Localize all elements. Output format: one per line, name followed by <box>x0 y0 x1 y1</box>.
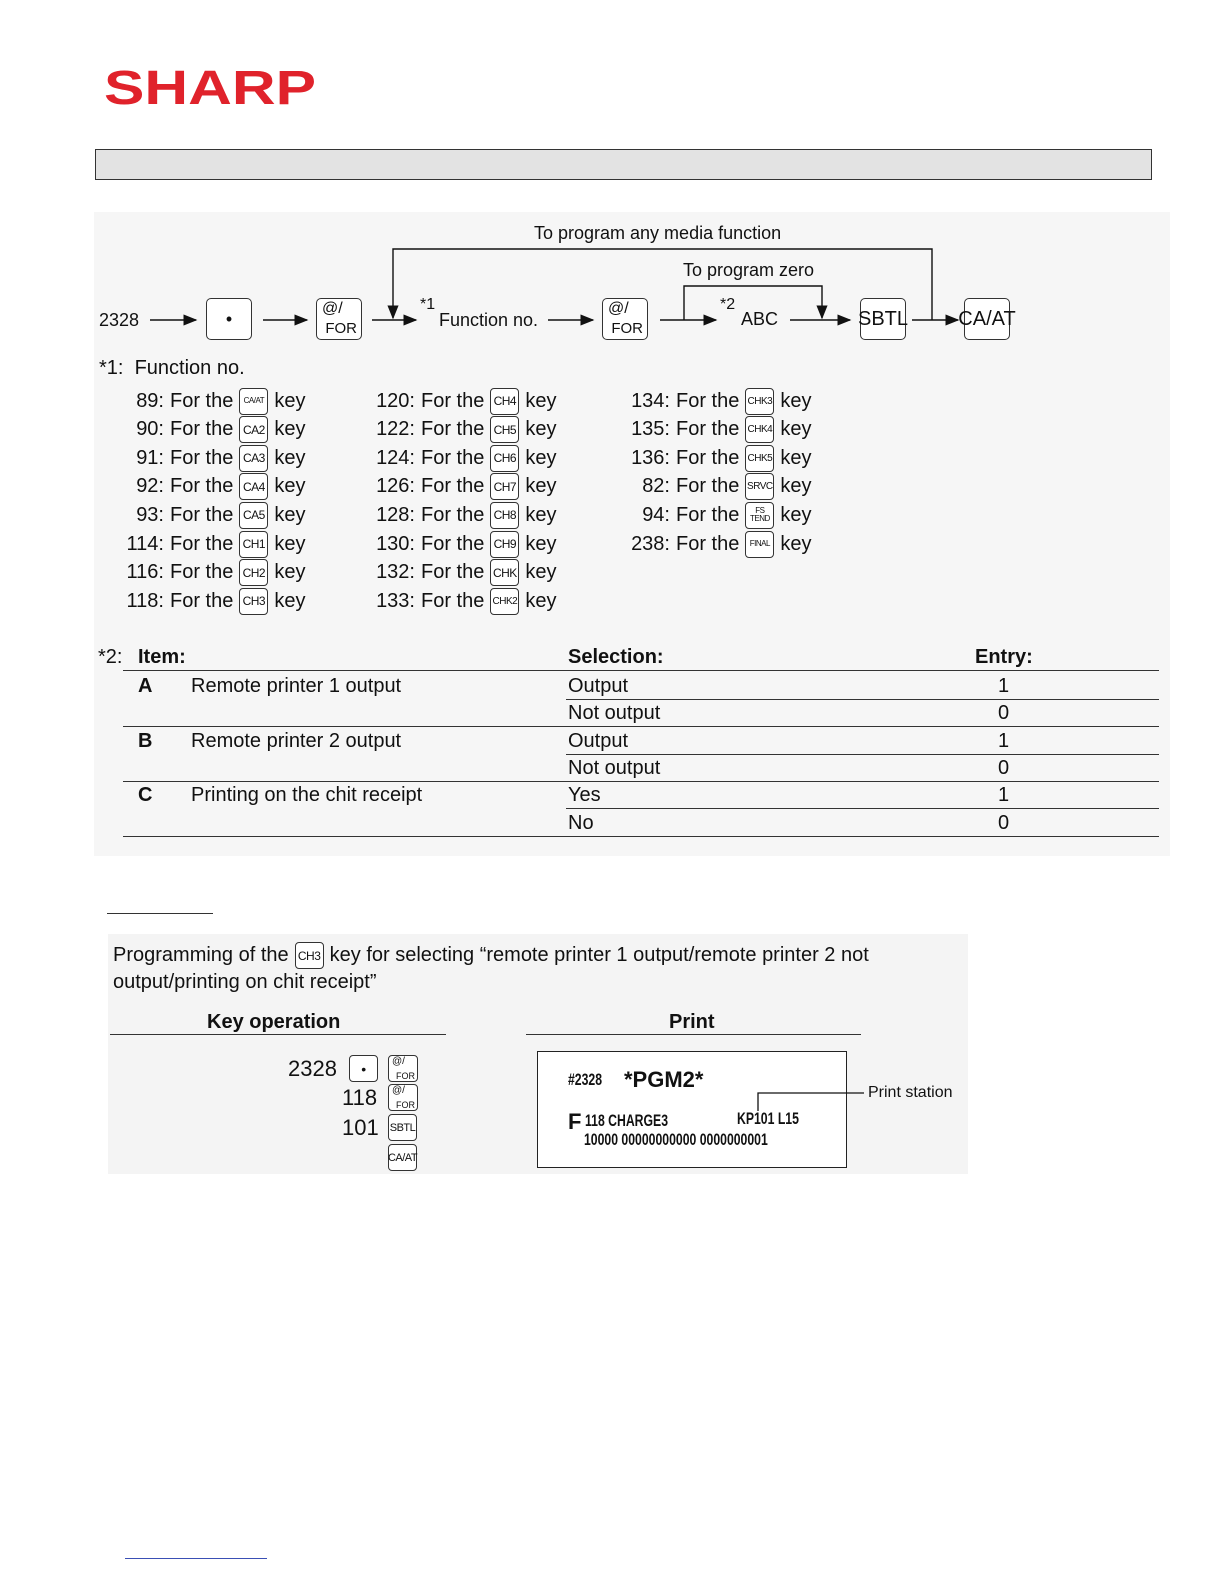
function-item <box>118 473 305 501</box>
function-number: 114: <box>126 532 164 555</box>
for-key-2-top: @/ <box>608 300 629 317</box>
function-number: 122: <box>376 418 415 441</box>
item-selection: Yes <box>568 784 601 807</box>
receipt-line3: 10000 00000000000 0000000001 <box>584 1130 768 1149</box>
function-key-icon: CHK3 <box>745 388 774 415</box>
key-word: key <box>780 389 812 412</box>
function-item <box>624 530 811 558</box>
receipt-charge: 118 CHARGE3 <box>585 1111 669 1130</box>
caat-key: CA/AT <box>964 298 1010 340</box>
item-entry: 0 <box>998 702 1010 725</box>
function-key-icon: FS TEND <box>745 502 774 529</box>
table-row-rule <box>566 808 1159 809</box>
table-row-rule <box>566 754 1159 755</box>
item-name: Remote printer 2 output <box>191 729 402 752</box>
for-the-label: For the <box>676 389 740 412</box>
op-line3-num: 101 <box>342 1115 379 1140</box>
for-key-2-bottom: FOR <box>611 320 643 337</box>
function-item <box>118 416 305 444</box>
function-key-icon: CH1 <box>239 531 268 558</box>
key-word: key <box>525 532 557 555</box>
function-key-icon: CH7 <box>490 473 519 500</box>
function-item <box>624 444 811 472</box>
function-number: 238: <box>631 532 670 555</box>
item-letter: A <box>138 675 153 697</box>
op-for-key-1-bottom: FOR <box>396 1071 415 1081</box>
item-header: Item: <box>138 646 186 668</box>
key-word: key <box>525 561 557 584</box>
function-key-icon: CHK2 <box>490 588 519 615</box>
function-item <box>118 387 305 415</box>
example-rule <box>107 913 213 914</box>
function-number: 94: <box>642 503 670 526</box>
function-list-heading: *1: Function no. <box>99 357 245 379</box>
for-the-label: For the <box>170 446 234 469</box>
item-selection: No <box>568 811 594 834</box>
function-key-icon: CH9 <box>490 531 519 558</box>
ch3-key: CH3 <box>295 942 324 969</box>
loop-label: To program any media function <box>534 223 782 243</box>
function-number: 89: <box>136 389 164 412</box>
function-key-icon: CA3 <box>239 445 268 472</box>
receipt-print-station: KP101 L15 <box>737 1109 799 1128</box>
table-row-rule <box>123 836 1159 837</box>
sbtl-key: SBTL <box>860 298 906 340</box>
table-row-rule <box>123 781 1159 782</box>
item-selection: Output <box>568 675 629 697</box>
function-key-icon: CH3 <box>239 588 268 615</box>
function-key-icon: CHK4 <box>745 416 774 443</box>
for-the-label: For the <box>170 475 234 498</box>
example-desc-after: key for selecting “remote printer 1 output/remote printer 2 not <box>329 944 869 966</box>
function-key-icon: CH2 <box>239 559 268 586</box>
for-the-label: For the <box>676 503 740 526</box>
function-item <box>369 501 556 529</box>
key-word: key <box>780 418 812 441</box>
print-title: Print <box>669 1011 715 1033</box>
function-number: 134: <box>631 389 670 412</box>
receipt-mode: *PGM2* <box>624 1067 704 1092</box>
item-letter: B <box>138 729 153 752</box>
entry-header: Entry: <box>975 646 1033 668</box>
key-word: key <box>525 446 557 469</box>
function-item <box>369 444 556 472</box>
function-item <box>624 473 811 501</box>
for-the-label: For the <box>421 503 485 526</box>
item-entry: 1 <box>998 784 1010 807</box>
function-key-icon: CH6 <box>490 445 519 472</box>
for-key-2 <box>602 298 648 340</box>
for-key-bottom: FOR <box>325 320 357 337</box>
key-word: key <box>274 561 306 584</box>
function-item <box>369 530 556 558</box>
item-selection: Not output <box>568 702 661 725</box>
op-caat-key: CA/AT <box>388 1144 417 1171</box>
table-row-rule <box>123 726 1159 727</box>
for-the-label: For the <box>421 389 485 412</box>
function-number: 136: <box>631 446 670 469</box>
function-number: 91: <box>136 446 164 469</box>
function-number: 120: <box>376 389 415 412</box>
for-the-label: For the <box>170 589 234 612</box>
function-item <box>118 501 305 529</box>
receipt-f: F <box>568 1109 582 1134</box>
op-dot-key: • <box>349 1055 378 1082</box>
example-description <box>113 942 869 969</box>
footer-link-underline <box>125 1558 267 1559</box>
item-table-marker: *2: <box>98 646 123 668</box>
print-station-label: Print station <box>868 1084 953 1101</box>
function-number: 130: <box>376 532 415 555</box>
function-item <box>369 559 556 587</box>
note1-marker: *1 <box>420 296 436 313</box>
function-key-icon: CHK5 <box>745 445 774 472</box>
example-desc-line2: output/printing on chit receipt” <box>113 971 377 993</box>
function-key-icon: CH5 <box>490 416 519 443</box>
key-word: key <box>780 475 812 498</box>
function-key-icon: CH4 <box>490 388 519 415</box>
function-number: 126: <box>376 475 415 498</box>
table-row-rule <box>566 699 1159 700</box>
for-the-label: For the <box>170 418 234 441</box>
key-word: key <box>274 389 306 412</box>
function-item <box>369 473 556 501</box>
op-line1-num: 2328 <box>288 1056 337 1081</box>
for-the-label: For the <box>170 503 234 526</box>
for-the-label: For the <box>170 561 234 584</box>
note2-marker: *2 <box>720 296 736 313</box>
key-word: key <box>274 532 306 555</box>
key-word: key <box>525 589 557 612</box>
for-the-label: For the <box>170 532 234 555</box>
item-entry: 1 <box>998 675 1010 697</box>
function-number: 135: <box>631 418 670 441</box>
function-item <box>369 587 556 615</box>
function-number: 92: <box>136 475 164 498</box>
op-for-key-1 <box>388 1055 418 1082</box>
function-item <box>624 416 811 444</box>
op-for-key-1-top: @/ <box>392 1056 405 1067</box>
receipt-code: #2328 <box>568 1070 603 1089</box>
function-item <box>369 416 556 444</box>
for-the-label: For the <box>421 589 485 612</box>
key-operation-rule <box>110 1034 446 1035</box>
function-key-icon: CHK <box>490 559 519 586</box>
op-for-key-2-top: @/ <box>392 1085 405 1096</box>
item-letter: C <box>138 784 153 807</box>
function-item <box>624 387 811 415</box>
function-item <box>118 559 305 587</box>
function-key-icon: CA5 <box>239 502 268 529</box>
for-the-label: For the <box>170 389 234 412</box>
for-the-label: For the <box>676 418 740 441</box>
function-key-icon: CA/AT <box>239 388 268 415</box>
function-item <box>118 587 305 615</box>
table-header-rule <box>123 670 1159 671</box>
key-word: key <box>274 418 306 441</box>
item-entry: 1 <box>998 729 1010 752</box>
item-entry: 0 <box>998 756 1010 779</box>
item-entry: 0 <box>998 811 1010 834</box>
function-number: 82: <box>642 475 670 498</box>
print-rule <box>526 1034 861 1035</box>
function-item <box>369 387 556 415</box>
item-name: Printing on the chit receipt <box>191 784 423 807</box>
dot-key: • <box>206 298 252 340</box>
op-sbtl-key: SBTL <box>388 1114 417 1141</box>
for-the-label: For the <box>421 446 485 469</box>
item-name: Remote printer 1 output <box>191 675 402 697</box>
function-key-icon: CH8 <box>490 502 519 529</box>
selection-header: Selection: <box>568 646 664 668</box>
for-key-top: @/ <box>322 300 343 317</box>
function-item <box>118 530 305 558</box>
function-number: 93: <box>136 503 164 526</box>
key-word: key <box>274 475 306 498</box>
key-word: key <box>525 418 557 441</box>
function-number: 132: <box>376 561 415 584</box>
function-number: 90: <box>136 418 164 441</box>
zero-label: To program zero <box>683 260 815 280</box>
flow-start-code: 2328 <box>99 310 140 330</box>
key-word: key <box>525 475 557 498</box>
op-for-key-2-bottom: FOR <box>396 1100 415 1110</box>
for-the-label: For the <box>676 532 740 555</box>
key-word: key <box>274 503 306 526</box>
function-number: 116: <box>126 561 164 584</box>
function-key-icon: FINAL <box>745 531 774 558</box>
for-the-label: For the <box>421 418 485 441</box>
function-key-icon: CA2 <box>239 416 268 443</box>
key-word: key <box>780 446 812 469</box>
key-word: key <box>525 503 557 526</box>
op-line2-num: 118 <box>342 1085 378 1110</box>
function-number: 124: <box>376 446 415 469</box>
for-key <box>316 298 362 340</box>
key-word: key <box>525 389 557 412</box>
for-the-label: For the <box>676 475 740 498</box>
for-the-label: For the <box>421 475 485 498</box>
op-for-key-2 <box>388 1084 418 1111</box>
example-desc-before: Programming of the <box>113 944 289 966</box>
function-number: 133: <box>376 589 415 612</box>
function-number: 128: <box>376 503 415 526</box>
function-key-icon: SRVC <box>745 473 774 500</box>
for-the-label: For the <box>676 446 740 469</box>
key-operation-title: Key operation <box>207 1011 341 1033</box>
item-selection: Not output <box>568 756 661 779</box>
svg-text:SHARP: SHARP <box>104 64 316 110</box>
key-word: key <box>274 589 306 612</box>
for-the-label: For the <box>421 561 485 584</box>
function-key-icon: CA4 <box>239 473 268 500</box>
key-word: key <box>780 503 812 526</box>
item-selection: Output <box>568 729 629 752</box>
print-station-leader <box>750 1085 870 1115</box>
function-number: 118: <box>126 589 164 612</box>
for-the-label: For the <box>421 532 485 555</box>
key-word: key <box>780 532 812 555</box>
function-item <box>624 501 811 529</box>
function-no-label: Function no. <box>439 310 539 330</box>
abc-label: ABC <box>741 309 779 329</box>
function-item <box>118 444 305 472</box>
key-word: key <box>274 446 306 469</box>
